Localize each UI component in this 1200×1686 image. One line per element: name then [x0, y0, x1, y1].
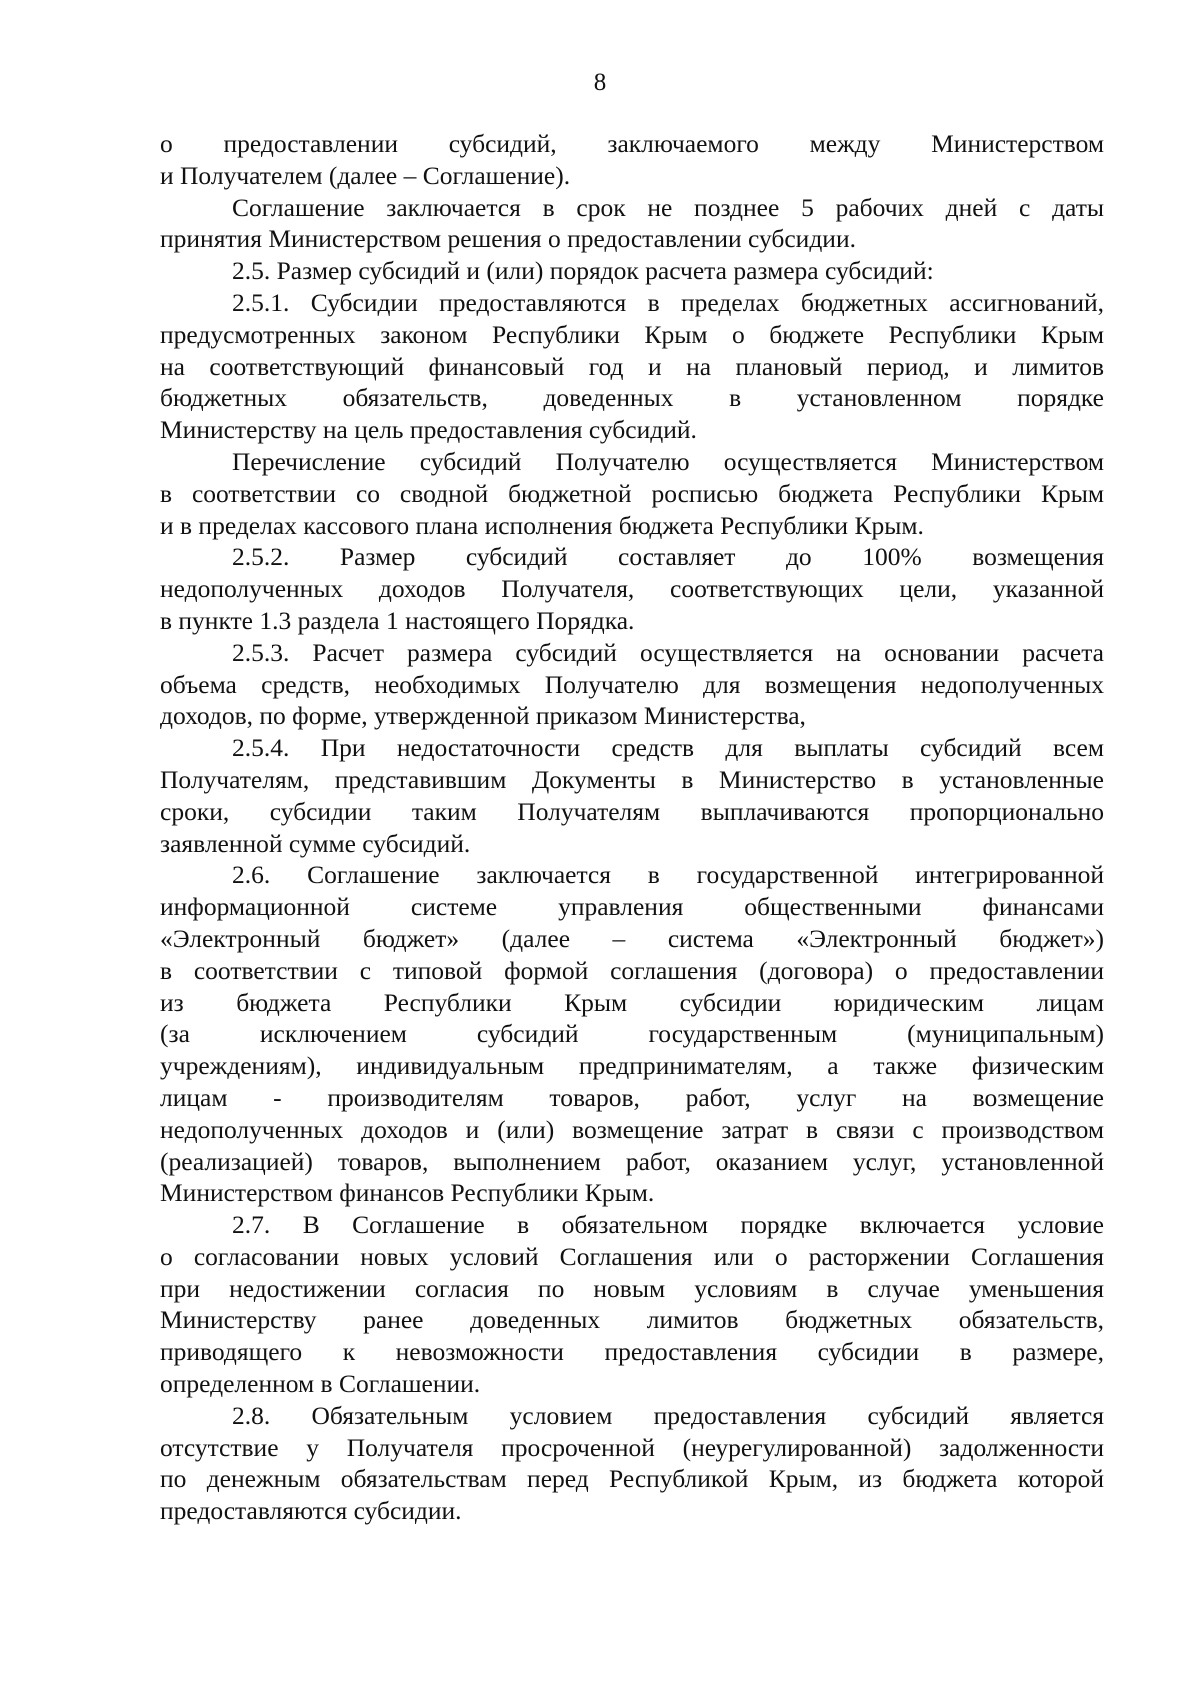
text-line: (реализацией) товаров, выполнением работ, оказанием услуг, установленной	[160, 1146, 1104, 1176]
paragraph-2-8	[160, 1400, 1104, 1527]
paragraph-1	[160, 192, 1104, 256]
paragraph-2-5-4	[160, 732, 1104, 859]
text-line: сроки, субсидии таким Получателям выплачиваются пропорционально	[160, 796, 1104, 826]
text-line: 2.6. Соглашение заключается в государственной интегрированной	[232, 860, 1104, 890]
paragraph-2-5-3	[160, 637, 1104, 732]
text-line: 2.5. Размер субсидий и (или) порядок расчета размера субсидий:	[232, 256, 934, 286]
text-line: и в пределах кассового плана исполнения бюджета Республики Крым.	[160, 510, 924, 540]
text-line: недополученных доходов Получателя, соответствующих цели, указанной	[160, 574, 1104, 604]
paragraph-2-7	[160, 1209, 1104, 1400]
text-line: предусмотренных законом Республики Крым о бюджете Республики Крым	[160, 319, 1104, 349]
text-line: и Получателем (далее – Соглашение).	[160, 160, 571, 190]
text-line: лицам - производителям товаров, работ, услуг на возмещение	[160, 1082, 1104, 1112]
text-line: о согласовании новых условий Соглашения или о расторжении Соглашения	[160, 1241, 1104, 1271]
text-line: 2.8. Обязательным условием предоставления субсидий является	[232, 1400, 1104, 1430]
text-line: информационной системе управления общественными финансами	[160, 892, 1104, 922]
text-line: Получателям, представившим Документы в Министерство в установленные	[160, 764, 1104, 794]
page-number: 8	[593, 69, 607, 96]
text-line: 2.5.3. Расчет размера субсидий осуществляется на основании расчета	[232, 637, 1104, 667]
text-line: по денежным обязательствам перед Республикой Крым, из бюджета которой	[160, 1464, 1104, 1494]
text-line: Министерству ранее доведенных лимитов бюджетных обязательств,	[160, 1305, 1104, 1335]
text-line: «Электронный бюджет» (далее – система «Электронный бюджет»)	[160, 923, 1104, 953]
text-line: при недостижении согласия по новым условиям в случае уменьшения	[160, 1273, 1104, 1303]
paragraph-2-6	[160, 859, 1104, 1209]
paragraph-2-5-2	[160, 541, 1104, 636]
text-line: объема средств, необходимых Получателю для возмещения недополученных	[160, 669, 1104, 699]
text-line: Соглашение заключается в срок не позднее 5 рабочих дней с даты	[232, 192, 1104, 222]
paragraph-2-5-1	[160, 287, 1104, 446]
text-line: бюджетных обязательств, доведенных в установленном порядке	[160, 383, 1104, 413]
document-body	[160, 128, 1104, 1527]
text-line: на соответствующий финансовый год и на плановый период, и лимитов	[160, 351, 1104, 381]
paragraph-transfer	[160, 446, 1104, 541]
text-line: принятия Министерством решения о предоставлении субсидии.	[160, 224, 856, 254]
text-line: Перечисление субсидий Получателю осуществляется Министерством	[232, 446, 1104, 476]
text-line: в соответствии с типовой формой соглашения (договора) о предоставлении	[160, 955, 1104, 985]
text-line: в пункте 1.3 раздела 1 настоящего Порядка.	[160, 605, 635, 635]
text-line: из бюджета Республики Крым субсидии юридическим лицам	[160, 987, 1104, 1017]
text-line: предоставляются субсидии.	[160, 1496, 462, 1526]
text-line: (за исключением субсидий государственным (муниципальным)	[160, 1019, 1104, 1049]
text-line: 2.7. В Соглашение в обязательном порядке включается условие	[232, 1210, 1104, 1240]
text-line: Министерству на цель предоставления субсидий.	[160, 415, 697, 445]
text-line: заявленной сумме субсидий.	[160, 828, 471, 858]
text-line: определенном в Соглашении.	[160, 1369, 481, 1399]
text-line: доходов, по форме, утвержденной приказом Министерства,	[160, 701, 806, 731]
text-line: Министерством финансов Республики Крым.	[160, 1178, 655, 1208]
text-line: отсутствие у Получателя просроченной (неурегулированной) задолженности	[160, 1432, 1104, 1462]
text-line: 2.5.4. При недостаточности средств для выплаты субсидий всем	[232, 733, 1104, 763]
paragraph-2-5	[160, 255, 1104, 287]
text-line: учреждениям), индивидуальным предпринимателям, а также физическим	[160, 1051, 1104, 1081]
paragraph-0	[160, 128, 1104, 192]
text-line: 2.5.1. Субсидии предоставляются в пределах бюджетных ассигнований,	[232, 287, 1104, 317]
text-line: о предоставлении субсидий, заключаемого между Министерством	[160, 129, 1104, 158]
text-line: 2.5.2. Размер субсидий составляет до 100% возмещения	[232, 542, 1104, 572]
text-line: в соответствии со сводной бюджетной росписью бюджета Республики Крым	[160, 478, 1104, 508]
text-line: приводящего к невозможности предоставления субсидии в размере,	[160, 1337, 1104, 1367]
text-line: недополученных доходов и (или) возмещение затрат в связи с производством	[160, 1114, 1104, 1144]
